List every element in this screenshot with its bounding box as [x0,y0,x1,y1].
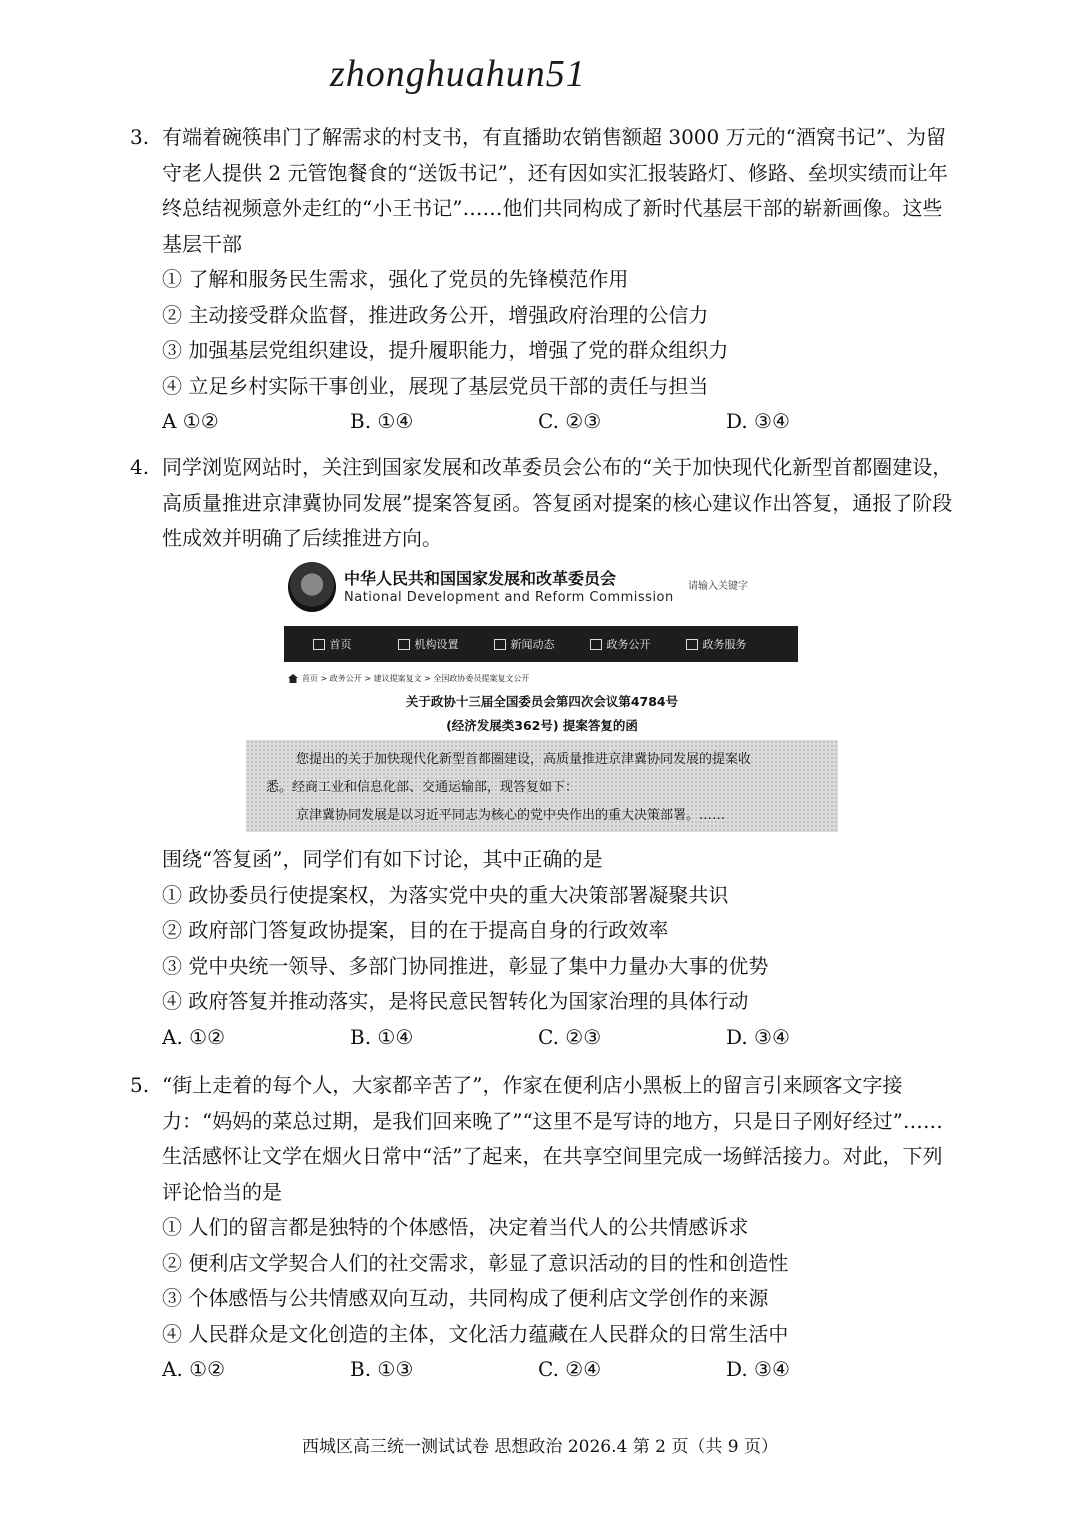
choice-a: A ①② [162,409,219,433]
search-input[interactable]: 请输入关键字 [688,581,748,592]
choice-d: D. ③④ [726,1024,790,1049]
breadcrumb-text[interactable]: 首页 > 政务公开 > 建议提案复文 > 全国政协委员提案复文公开 [302,674,530,683]
home-icon [313,639,325,650]
question-stem: “街上走着的每个人，大家都辛苦了”，作家在便利店小黑板上的留言引来顾客文字接力：“妈妈的菜总过期，是我们回来晚了”“这里不是写诗的地方，只是日子刚好经过”……生活感怀让文学在烟火日常中“活”了起来，在共享空间里完成一场鲜活接力。对此，下列评论恰当的是 [162,1073,943,1204]
choice-a: A. ①② [162,1024,226,1049]
news-icon [494,639,506,650]
globe-icon [590,639,602,650]
option-4: ④ 立足乡村实际干事创业，展现了基层党员干部的责任与担当 [162,373,709,398]
choice-c: C. ②④ [538,1357,602,1381]
choice-d: D. ③④ [726,409,790,433]
option-3: ③ 党中央统一领导、多部门协同推进，彰显了集中力量办大事的优势 [162,953,769,978]
site-title-cn: 中华人民共和国国家发展和改革委员会 [344,569,617,588]
option-1: ① 了解和服务民生需求，强化了党员的先锋模范作用 [162,267,629,291]
question-number: 3. [130,125,150,149]
service-icon [686,639,698,650]
option-1: ① 人们的留言都是独特的个体感悟，决定着当代人的公共情感诉求 [162,1215,749,1239]
answer-choices [130,1020,960,1056]
answer-choices [130,404,960,440]
national-emblem-icon [288,562,336,612]
nav-item-org[interactable] [380,636,476,652]
page-footer: 西城区高三统一测试试卷 思想政治 2026.4 第 2 页（共 9 页） [302,1437,778,1457]
option-3: ③ 个体感悟与公共情感双向互动，共同构成了便利店文学创作的来源 [162,1286,769,1310]
question-stem: 同学浏览网站时，关注到国家发展和改革委员会公布的“关于加快现代化新型首都圈建设，高质量推进京津冀协同发展”提案答复函。答复函对提案的核心建议作出答复，通报了阶段性成效并明确了后续推进方向。 [162,455,953,550]
nav-label: 新闻动态 [510,638,555,651]
question-stem: 有端着碗筷串门了解需求的村支书，有直播助农销售额超 3000 万元的“酒窝书记”、为留守老人提供 2 元管饱餐食的“送饭书记”，还有因如实汇报装路灯、修路、垒坝实绩而让年终总结视频意外走红的“小王书记”……他们共同构成了新时代基层干部的崭新画像。这些基层干部 [162,125,948,256]
question-4 [130,450,960,557]
doc-body [246,740,838,832]
option-4: ④ 人民群众是文化创造的主体，文化活力蕴藏在人民群众的日常生活中 [162,1321,789,1346]
nav-item-news[interactable] [476,636,572,652]
watermark-text: zhonghuahun51 [330,53,586,95]
option-2: ② 便利店文学契合人们的社交需求，彰显了意识活动的目的性和创造性 [162,1250,789,1275]
nav-label: 机构设置 [414,638,459,651]
nav-label: 政务服务 [702,638,747,651]
doc-title-line1: 关于政协十三届全国委员会第四次会议第4784号 [405,694,679,709]
nav-label: 政务公开 [606,638,651,651]
option-4: ④ 政府答复并推动落实，是将民意民智转化为国家治理的具体行动 [162,989,749,1013]
site-nav [284,626,798,662]
home-icon [288,674,298,683]
building-icon [398,639,410,650]
question-5 [130,1068,960,1388]
nav-item-gov-affairs[interactable] [572,636,668,652]
question-number: 5. [130,1073,150,1097]
doc-title-line2: (经济发展类362号) 提案答复的函 [446,718,638,733]
breadcrumb [288,673,529,684]
sub-question: 围绕“答复函”，同学们有如下讨论，其中正确的是 [162,847,603,871]
choice-c: C. ②③ [538,409,602,433]
choice-d: D. ③④ [726,1357,790,1381]
choice-b: B. ①④ [350,409,414,433]
option-2: ② 政府部门答复政协提案，目的在于提高自身的行政效率 [162,918,669,942]
choice-b: B. ①③ [350,1357,414,1381]
option-3: ③ 加强基层党组织建设，提升履职能力，增强了党的群众组织力 [162,338,729,362]
choice-a: A. ①② [162,1357,226,1381]
question-3 [130,120,960,440]
doc-body-line2: 悉。经商工业和信息化部、交通运输部，现答复如下： [266,780,579,795]
question-number: 4. [130,455,150,479]
site-title-en: National Development and Reform Commission [344,590,674,605]
nav-label: 首页 [329,638,352,651]
answer-choices [130,1352,960,1388]
nav-item-home[interactable] [284,636,380,652]
choice-b: B. ①④ [350,1024,414,1049]
site-header [284,556,800,620]
option-2: ② 主动接受群众监督，推进政务公开，增强政府治理的公信力 [162,302,709,327]
question-4-options [130,842,960,1055]
nav-item-services[interactable] [668,636,764,652]
ndrc-website-screenshot [266,556,800,836]
doc-body-line3: 京津冀协同发展是以习近平同志为核心的党中央作出的重大决策部署。…… [296,808,726,823]
choice-c: C. ②③ [538,1024,602,1049]
option-1: ① 政协委员行使提案权，为落实党中央的重大决策部署凝聚共识 [162,882,729,907]
doc-body-line1: 您提出的关于加快现代化新型首都圈建设，高质量推进京津冀协同发展的提案收 [296,752,752,767]
